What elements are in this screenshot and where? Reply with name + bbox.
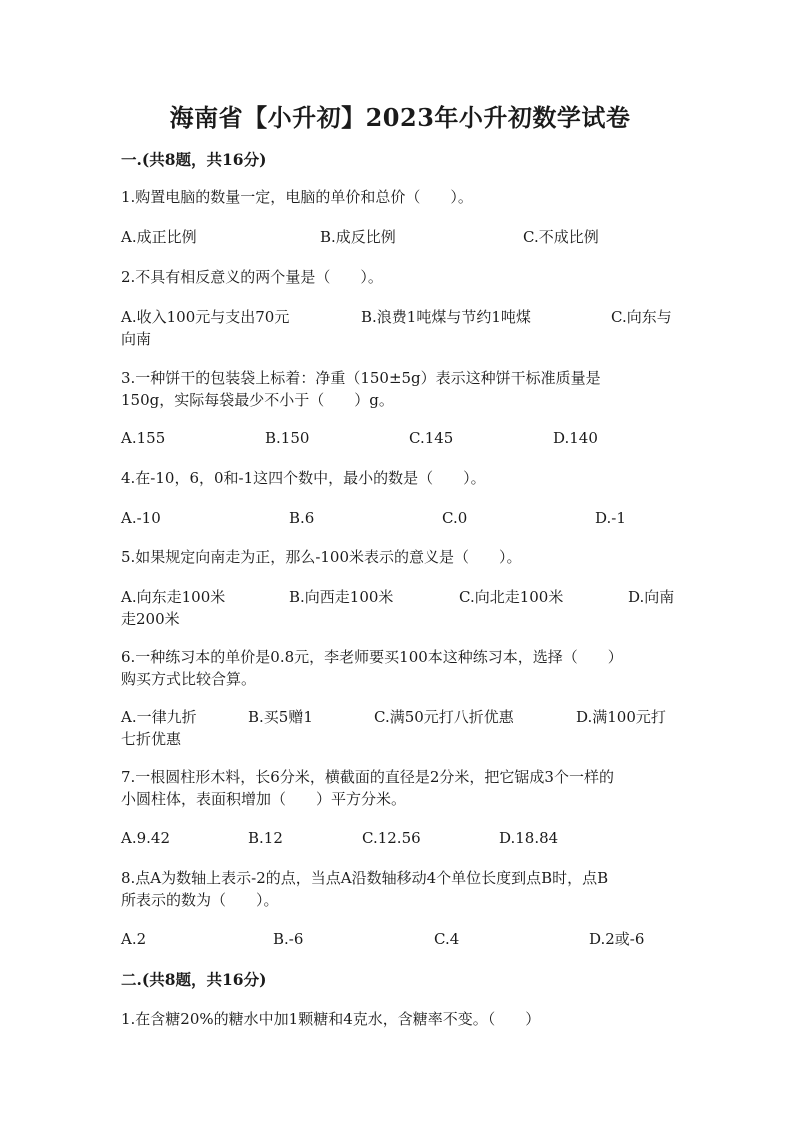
section-heading-1: 一.(共8题，共16分) bbox=[121, 150, 267, 169]
option-c: C.不成比例 bbox=[523, 228, 599, 246]
question-6-line-1: 6.一种练习本的单价是0.8元，李老师要买100本这种练习本，选择（ ） bbox=[121, 648, 623, 666]
option-c: C.12.56 bbox=[362, 829, 421, 847]
option-a: A.收入100元与支出70元 bbox=[121, 308, 290, 326]
option-c: C.4 bbox=[434, 930, 460, 948]
question-4: 4.在-10，6，0和-1这四个数中，最小的数是（ ）。 bbox=[121, 469, 486, 487]
option-d: D.向南 bbox=[628, 588, 675, 606]
option-d: D.-1 bbox=[595, 509, 626, 527]
option-b: B.成反比例 bbox=[320, 228, 396, 246]
option-d-continued: 七折优惠 bbox=[121, 730, 182, 748]
question-6-line-2: 购买方式比较合算。 bbox=[121, 670, 257, 688]
question-8 bbox=[121, 867, 683, 911]
option-b: B.浪费1吨煤与节约1吨煤 bbox=[361, 308, 531, 326]
question-7 bbox=[121, 766, 683, 810]
question-8-line-1: 8.点A为数轴上表示-2的点，当点A沿数轴移动4个单位长度到点B时，点B bbox=[121, 869, 609, 887]
question-3-line-2: 150g，实际每袋最少不小于（ ）g。 bbox=[121, 391, 394, 409]
option-c: C.向东与 bbox=[611, 308, 672, 326]
question-3-line-1: 3.一种饼干的包装袋上标着：净重（150±5g）表示这种饼干标准质量是 bbox=[121, 369, 601, 387]
option-a: A.一律九折 bbox=[121, 708, 197, 726]
option-d: D.2或-6 bbox=[589, 930, 645, 948]
option-d: D.满100元打 bbox=[576, 708, 666, 726]
option-a: A.2 bbox=[121, 930, 147, 948]
option-c-continued: 向南 bbox=[121, 330, 152, 348]
option-c: C.145 bbox=[409, 429, 454, 447]
page-title: 海南省【小升初】2023年小升初数学试卷 bbox=[169, 103, 631, 132]
option-c: C.0 bbox=[442, 509, 468, 527]
option-b: B.买5赠1 bbox=[248, 708, 313, 726]
option-b: B.向西走100米 bbox=[289, 588, 394, 606]
option-a: A.向东走100米 bbox=[121, 588, 226, 606]
question-8-line-2: 所表示的数为（ ）。 bbox=[121, 891, 279, 909]
option-a: A.-10 bbox=[121, 509, 161, 527]
question-7-line-1: 7.一根圆柱形木料，长6分米，横截面的直径是2分米，把它锯成3个一样的 bbox=[121, 768, 614, 786]
question-2: 2.不具有相反意义的两个量是（ ）。 bbox=[121, 268, 383, 286]
section-heading-2: 二.(共8题，共16分) bbox=[121, 970, 267, 989]
option-a: A.成正比例 bbox=[121, 228, 197, 246]
option-d: D.18.84 bbox=[499, 829, 559, 847]
option-d-continued: 走200米 bbox=[121, 610, 180, 628]
question-1: 1.购置电脑的数量一定，电脑的单价和总价（ ）。 bbox=[121, 188, 473, 206]
question-7-line-2: 小圆柱体，表面积增加（ ）平方分米。 bbox=[121, 790, 407, 808]
option-a: A.9.42 bbox=[121, 829, 170, 847]
judgment-question-1: 1.在含糖20%的糖水中加1颗糖和4克水，含糖率不变。（ ） bbox=[121, 1010, 541, 1028]
question-3 bbox=[121, 367, 683, 411]
option-b: B.150 bbox=[265, 429, 310, 447]
option-c: C.向北走100米 bbox=[459, 588, 564, 606]
option-b: B.6 bbox=[289, 509, 315, 527]
option-d: D.140 bbox=[553, 429, 598, 447]
question-5: 5.如果规定向南走为正，那么-100米表示的意义是（ ）。 bbox=[121, 548, 522, 566]
option-c: C.满50元打八折优惠 bbox=[374, 708, 514, 726]
option-a: A.155 bbox=[121, 429, 166, 447]
question-6 bbox=[121, 646, 683, 690]
option-b: B.-6 bbox=[273, 930, 304, 948]
option-b: B.12 bbox=[248, 829, 283, 847]
